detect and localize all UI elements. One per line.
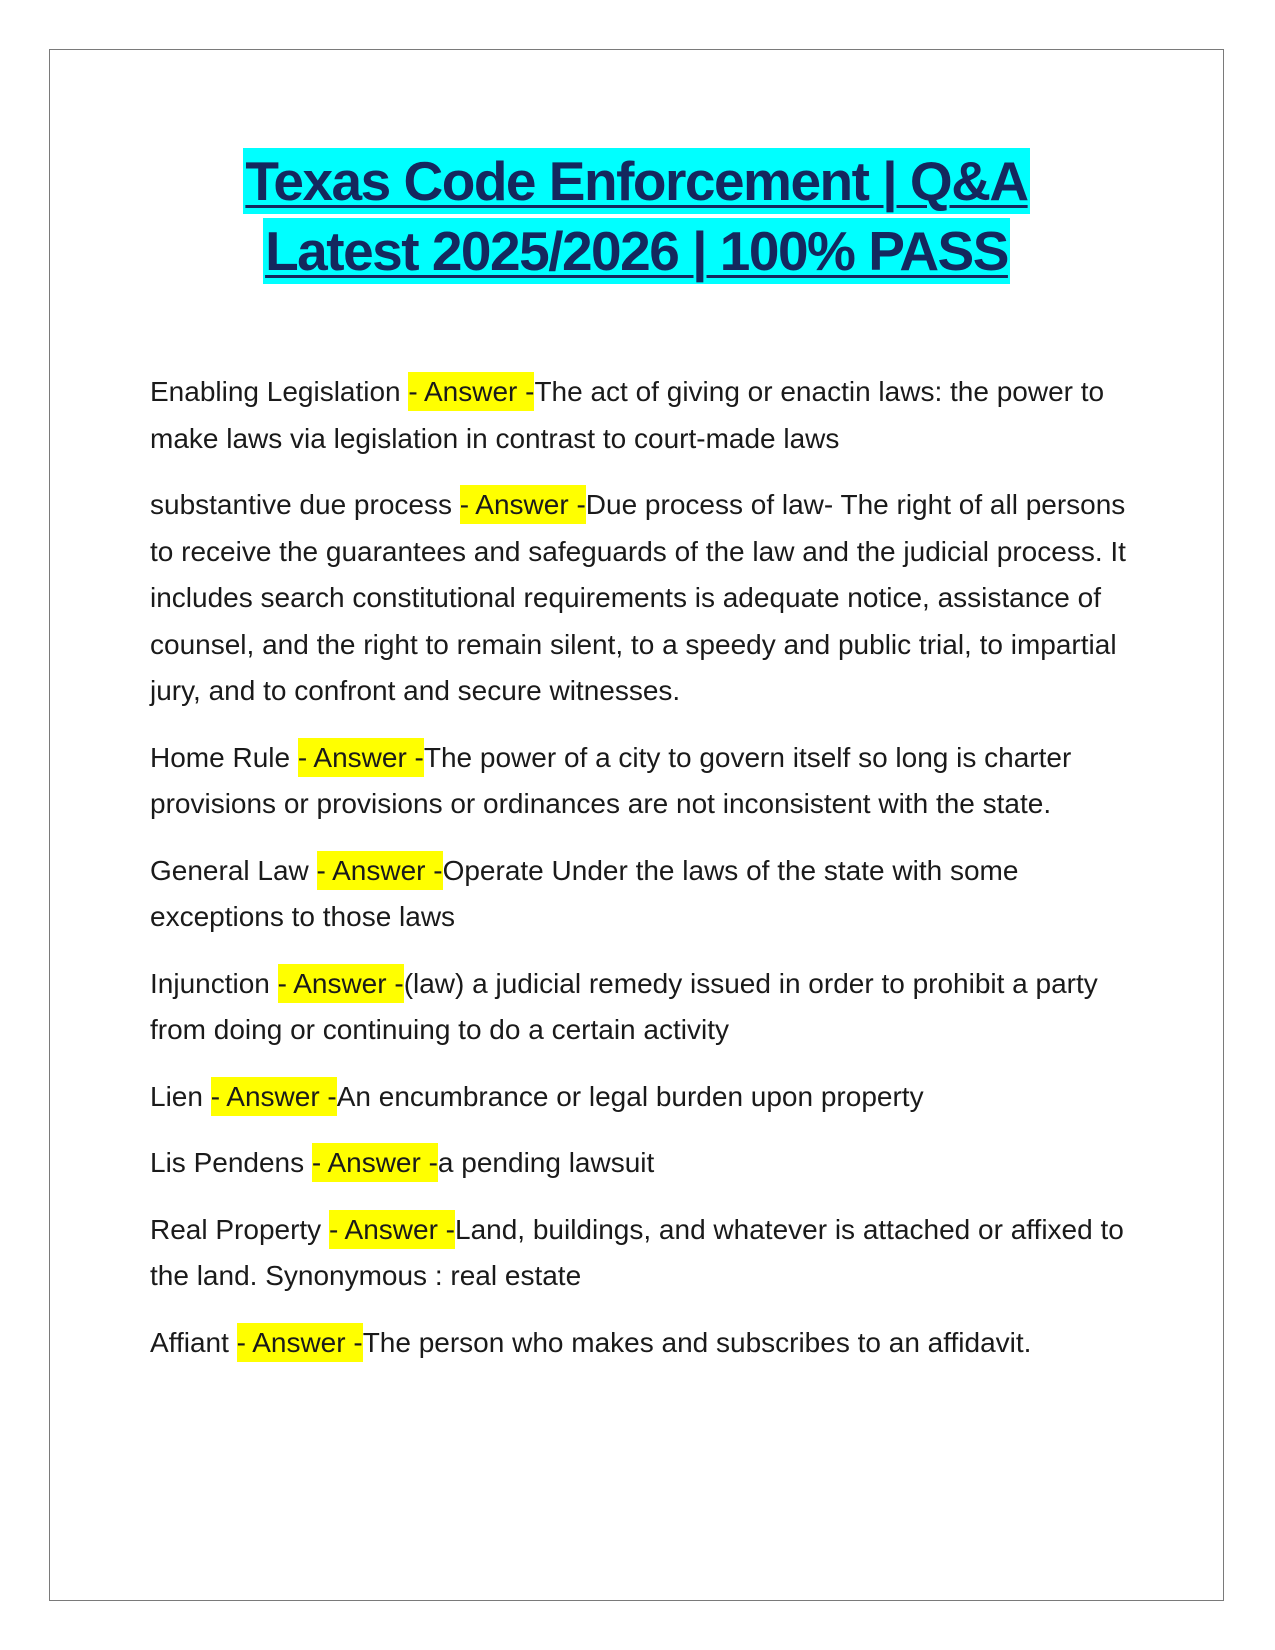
document-title: [49, 148, 1224, 288]
qa-definition: Operate Under the laws of the state with some exceptions to those laws: [150, 854, 1019, 932]
qa-item: [150, 1074, 1140, 1121]
qa-definition: The power of a city to govern itself so long is charter provisions or provisions or ordinances are not inconsistent with the state.: [150, 741, 1072, 819]
qa-item: [150, 735, 1140, 828]
answer-marker: - Answer -: [237, 1323, 363, 1362]
qa-term: Affiant: [150, 1326, 229, 1358]
title-line-2: Latest 2025/2026 | 100% PASS: [265, 220, 1008, 282]
answer-marker: - Answer -: [329, 1210, 455, 1249]
qa-term: Injunction: [150, 967, 270, 999]
qa-definition: The person who makes and subscribes to an affidavit.: [362, 1326, 1032, 1358]
qa-item: [150, 1320, 1140, 1367]
qa-term: Lien: [150, 1080, 203, 1112]
qa-term: General Law: [150, 854, 309, 886]
qa-item: [150, 482, 1140, 715]
qa-item: [150, 848, 1140, 941]
answer-marker: - Answer -: [211, 1077, 337, 1116]
qa-definition: a pending lawsuit: [437, 1147, 655, 1178]
qa-term: Real Property: [150, 1213, 322, 1245]
qa-definition: Land, buildings, and whatever is attached or affixed to the land. Synonymous : real estate: [150, 1213, 1124, 1291]
answer-marker: - Answer -: [317, 851, 443, 890]
qa-term: Home Rule: [150, 741, 291, 773]
answer-marker: - Answer -: [460, 485, 586, 524]
qa-item: [150, 369, 1140, 462]
answer-marker: - Answer -: [408, 372, 534, 411]
answer-marker: - Answer -: [298, 738, 424, 777]
answer-marker: - Answer -: [278, 964, 404, 1003]
answer-marker: - Answer -: [312, 1143, 438, 1182]
qa-definition: (law) a judicial remedy issued in order to prohibit a party from doing or continuing to do a certain activity: [150, 967, 1098, 1045]
qa-term: substantive due process: [150, 489, 452, 520]
qa-definition: Due process of law- The right of all persons to receive the guarantees and safeguards of the law and the judicial process. It includes search constitutional requirements is adequate notice, assistance of counsel, and the right to remain silent, to a speedy and public trial, to impartial jury, and to confront and secure witnesses.: [150, 489, 1126, 706]
qa-item: [150, 1140, 1140, 1187]
qa-item: [150, 961, 1140, 1054]
qa-item: [150, 1207, 1140, 1300]
qa-list: [150, 369, 1140, 1386]
title-line-1: Texas Code Enforcement | Q&A: [245, 150, 1028, 212]
qa-definition: An encumbrance or legal burden upon property: [336, 1080, 924, 1112]
qa-definition: The act of giving or enactin laws: the power to make laws via legislation in contrast to court-made laws: [150, 376, 1105, 454]
qa-term: Lis Pendens: [150, 1147, 305, 1178]
qa-term: Enabling Legislation: [150, 376, 401, 407]
